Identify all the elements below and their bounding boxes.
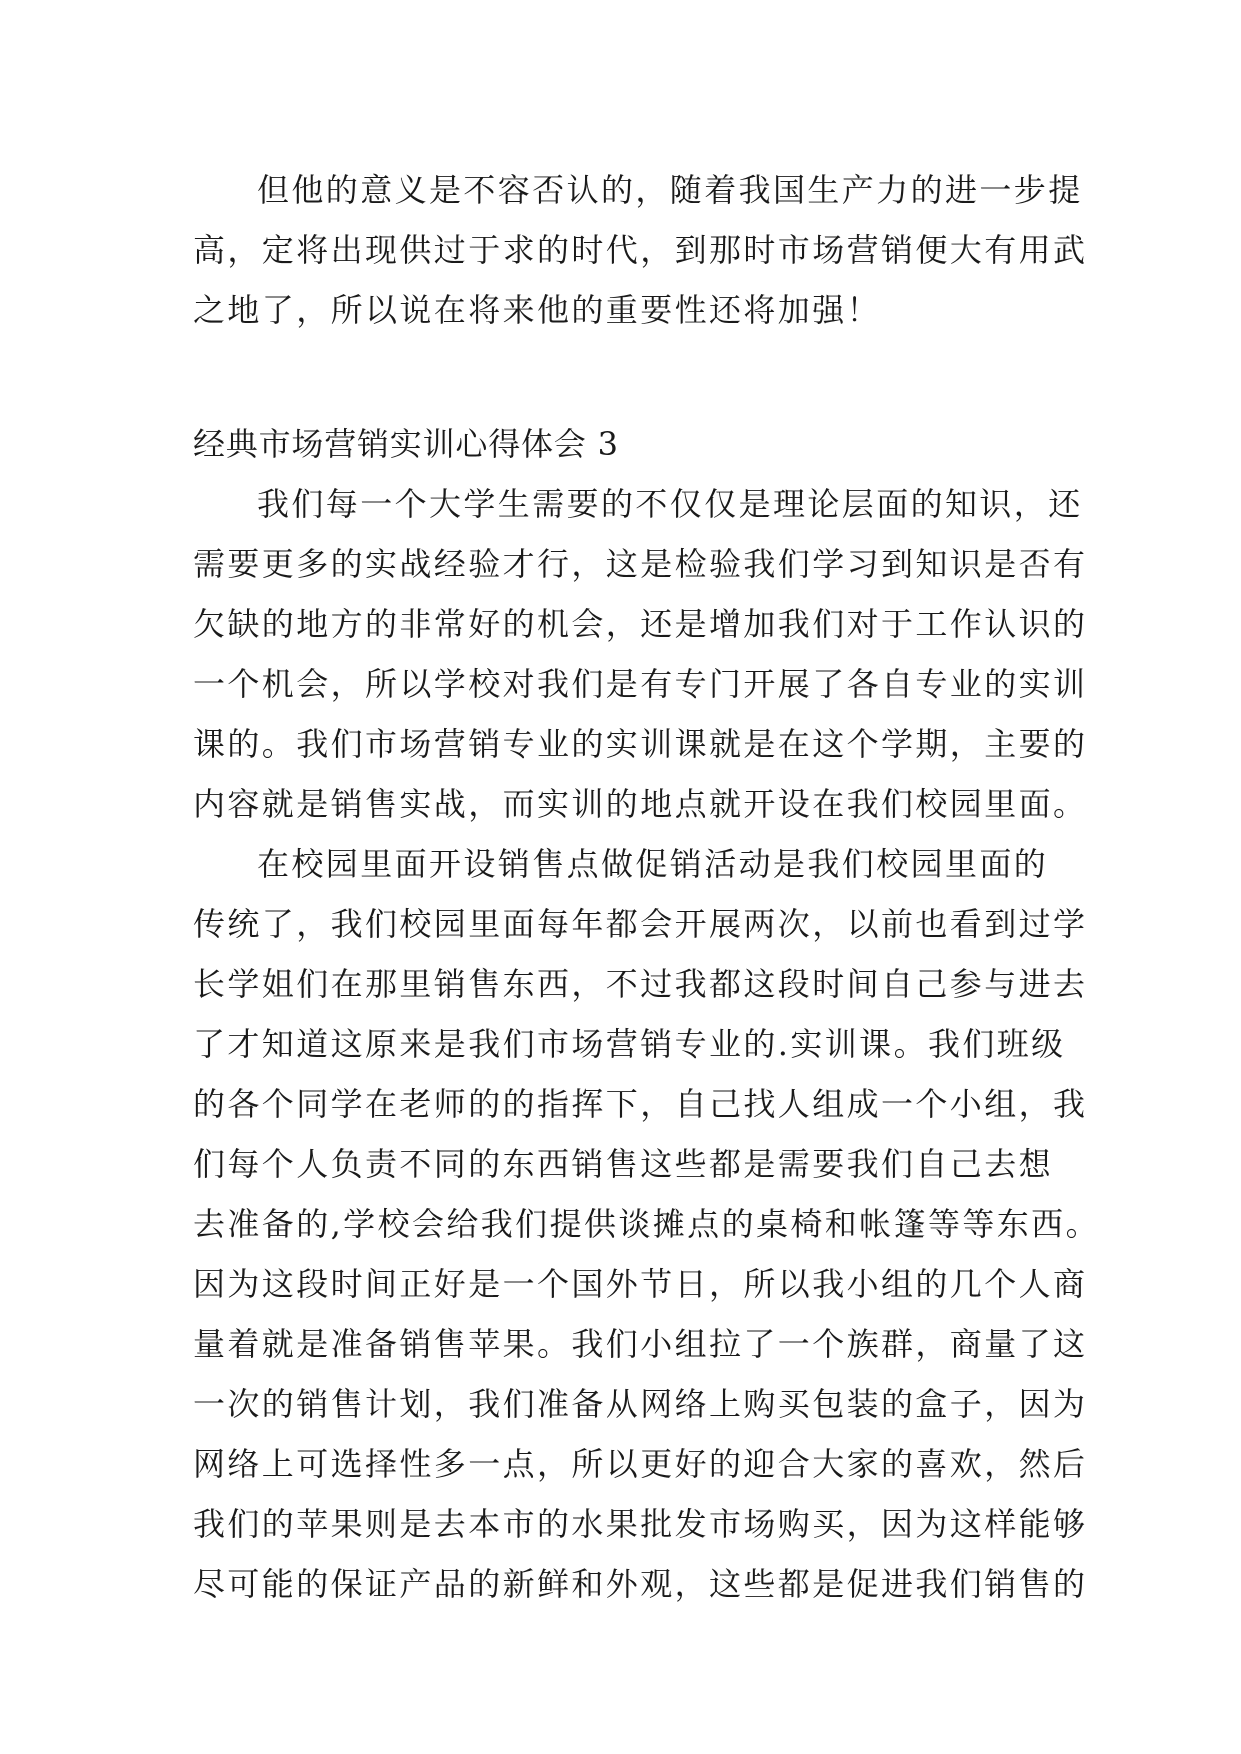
paragraph-line: 了才知道这原来是我们市场营销专业的.实训课。我们班级 <box>193 1025 1066 1063</box>
paragraph-line: 量着就是准备销售苹果。我们小组拉了一个族群，商量了这 <box>193 1325 1088 1363</box>
paragraph-line: 一次的销售计划，我们准备从网络上购买包装的盒子，因为 <box>193 1385 1088 1423</box>
paragraph-line: 我们的苹果则是去本市的水果批发市场购买，因为这样能够 <box>193 1505 1088 1543</box>
paragraph-line: 们每个人负责不同的东西销售这些都是需要我们自己去想 <box>193 1145 1054 1183</box>
paragraph-line: 网络上可选择性多一点，所以更好的迎合大家的喜欢，然后 <box>193 1445 1088 1483</box>
paragraph-line: 内容就是销售实战，而实训的地点就开设在我们校园里面。 <box>193 785 1088 823</box>
paragraph-line: 我们每一个大学生需要的不仅仅是理论层面的知识，还 <box>257 485 1083 523</box>
paragraph-line: 高，定将出现供过于求的时代，到那时市场营销便大有用武 <box>193 231 1088 269</box>
paragraph-line: 之地了，所以说在将来他的重要性还将加强！ <box>193 291 882 329</box>
paragraph-line: 一个机会，所以学校对我们是有专门开展了各自专业的实训 <box>193 665 1088 703</box>
paragraph-line: 课的。我们市场营销专业的实训课就是在这个学期，主要的 <box>193 725 1088 763</box>
section-heading: 经典市场营销实训心得体会 3 <box>193 425 619 463</box>
paragraph-line: 但他的意义是不容否认的，随着我国生产力的进一步提 <box>257 171 1083 209</box>
paragraph-line: 去准备的,学校会给我们提供谈摊点的桌椅和帐篷等等东西。 <box>193 1205 1100 1243</box>
paragraph-line: 长学姐们在那里销售东西，不过我都这段时间自己参与进去 <box>193 965 1088 1003</box>
paragraph-line: 欠缺的地方的非常好的机会，还是增加我们对于工作认识的 <box>193 605 1088 643</box>
paragraph-line: 传统了，我们校园里面每年都会开展两次，以前也看到过学 <box>193 905 1088 943</box>
body-paragraph-2 <box>193 834 1100 1614</box>
paragraph-line: 需要更多的实战经验才行，这是检验我们学习到知识是否有 <box>193 545 1088 583</box>
paragraph-line: 因为这段时间正好是一个国外节日，所以我小组的几个人商 <box>193 1265 1088 1303</box>
document-body <box>193 160 1100 1614</box>
paragraph-line: 在校园里面开设销售点做促销活动是我们校园里面的 <box>257 845 1049 883</box>
paragraph-line: 尽可能的保证产品的新鲜和外观，这些都是促进我们销售的 <box>193 1565 1088 1603</box>
closing-paragraph <box>193 160 1088 340</box>
paragraph-line: 的各个同学在老师的的指挥下，自己找人组成一个小组，我 <box>193 1085 1088 1123</box>
body-paragraph-1 <box>193 474 1088 834</box>
